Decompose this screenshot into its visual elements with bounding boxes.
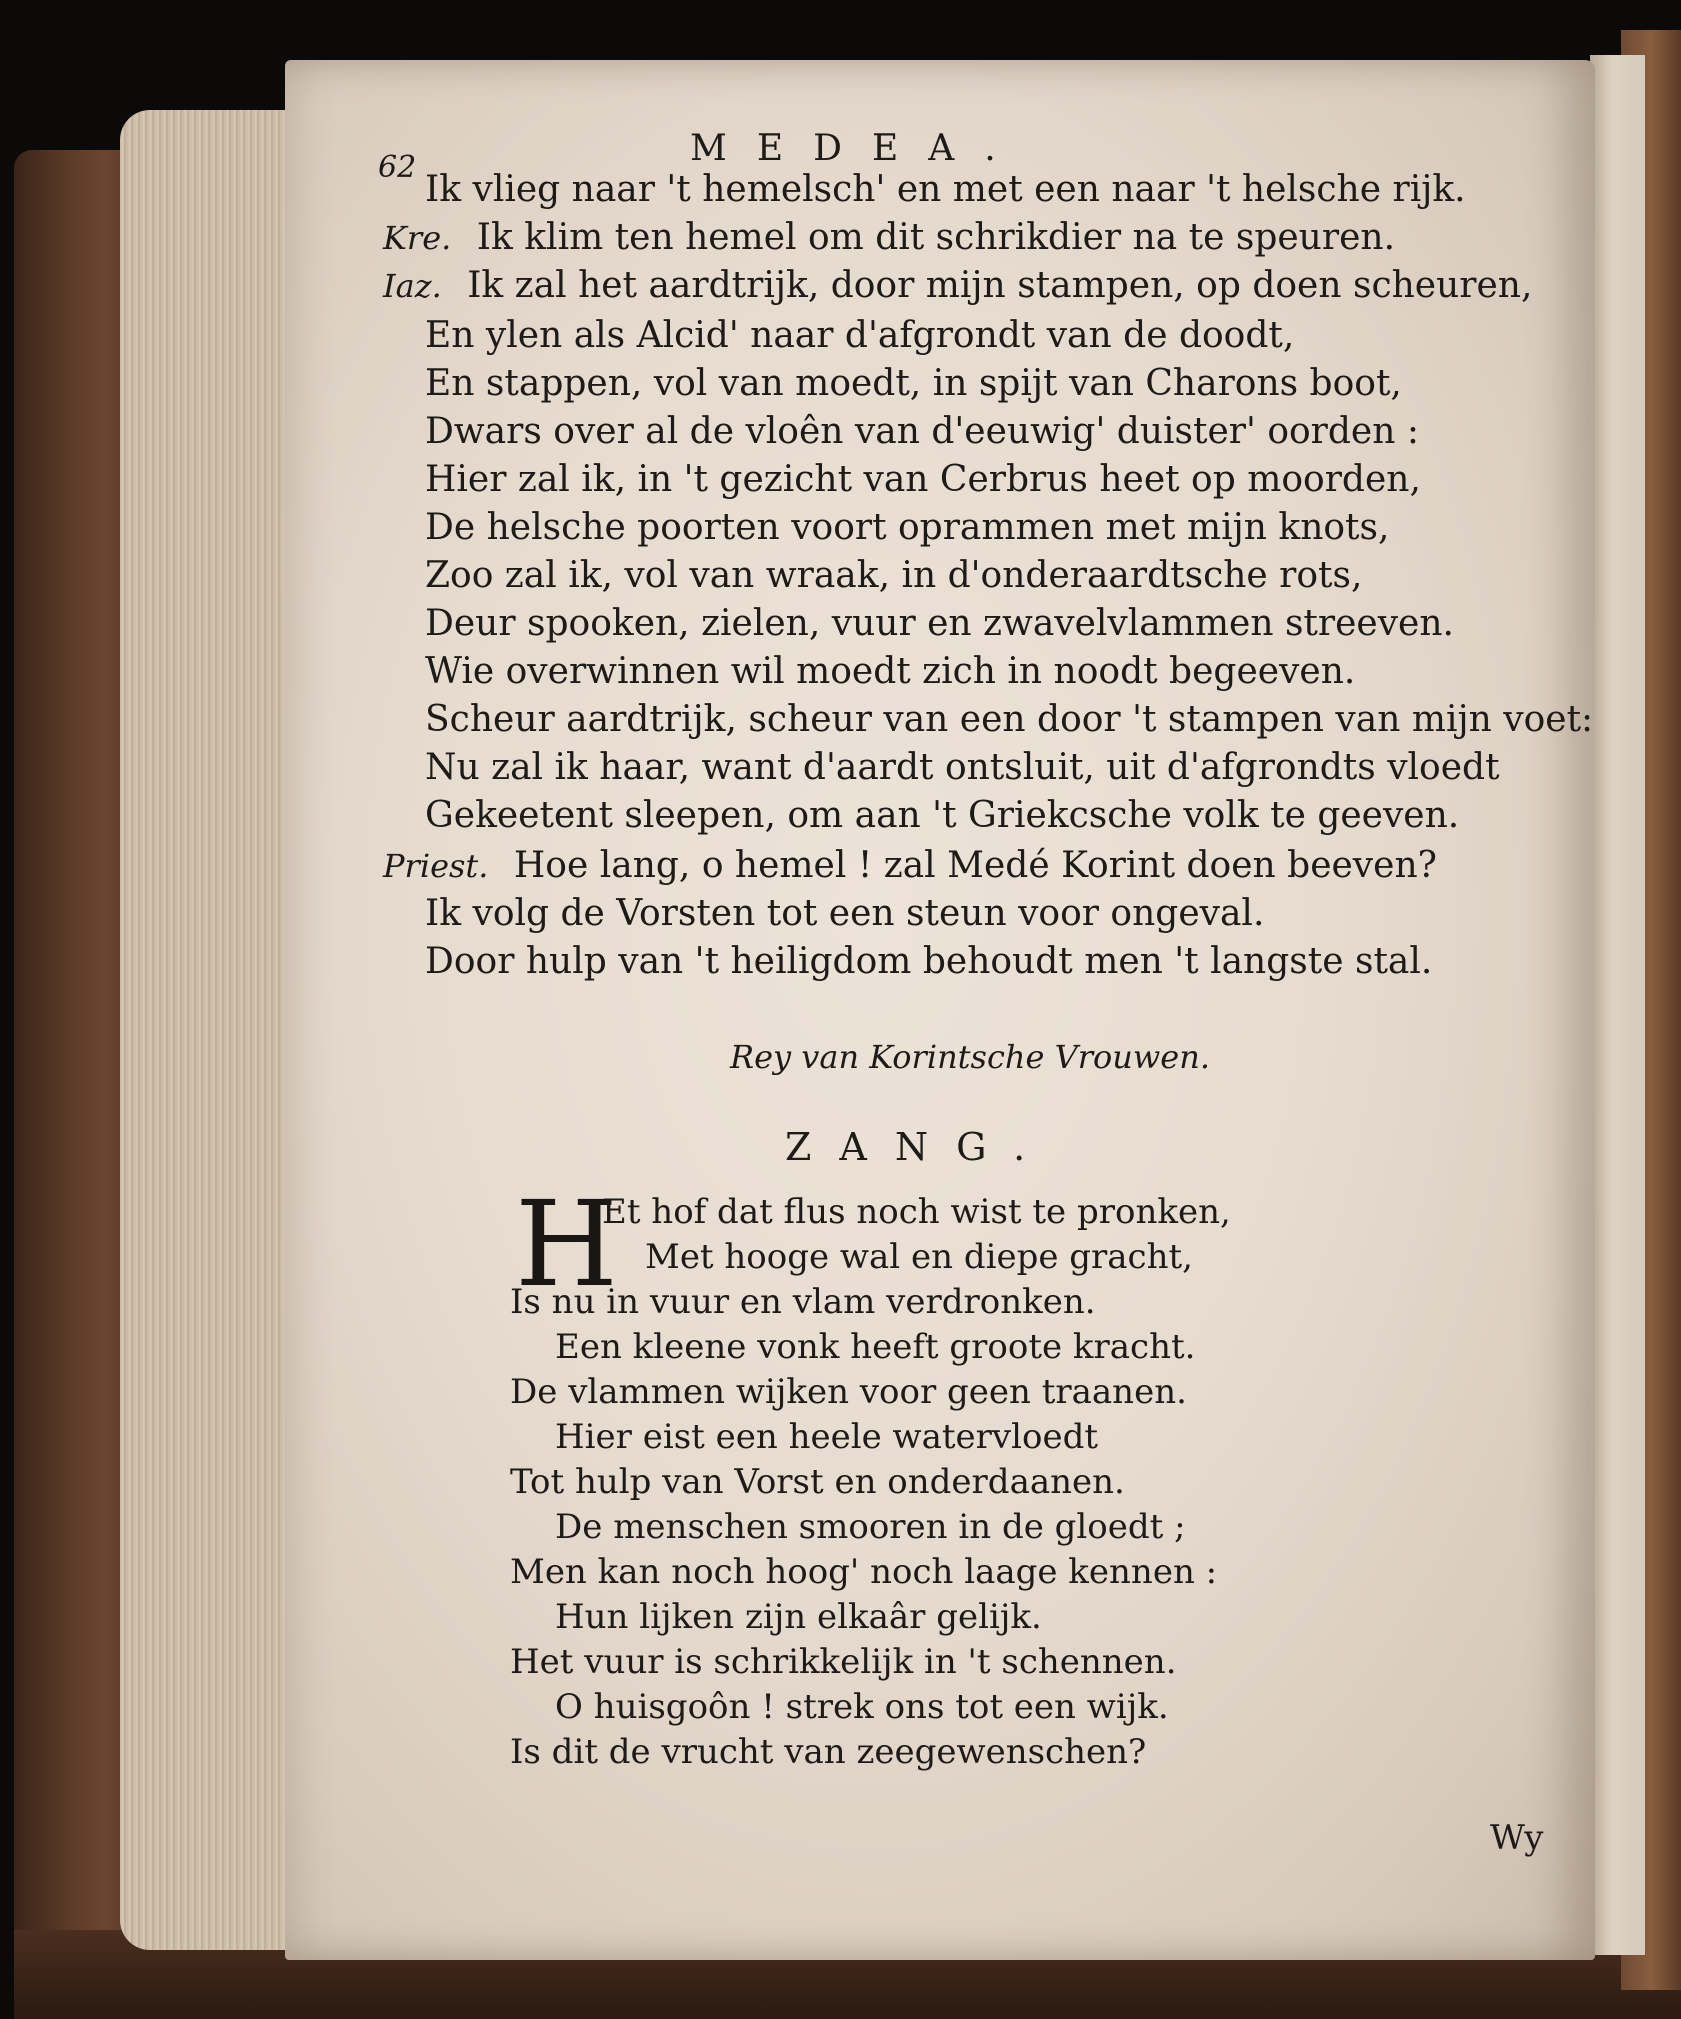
speech-text: Deur spooken, zielen, vuur en zwavelvlammen streeven. [425,603,1454,644]
speech-text: En stappen, vol van moedt, in spijt van Charons boot, [425,363,1402,404]
speech-text: Ik zal het aardtrijk, door mijn stampen, op doen scheuren, [467,265,1533,306]
song-line: Tot hulp van Vorst en onderdaanen. [510,1462,1125,1502]
speech-text: Gekeetent sleepen, om aan 't Griekcsche volk te geeven. [425,795,1460,836]
song-line: Het vuur is schrikkelijk in 't schennen. [510,1642,1177,1682]
running-head: MEDEA. [690,128,1026,169]
song-line: Hier eist een heele watervloedt [555,1417,1099,1457]
song-line: Is nu in vuur en vlam verdronken. [510,1282,1096,1322]
speech-text: Ik klim ten hemel om dit schrikdier na te speuren. [476,217,1396,258]
facing-page [1590,55,1645,1955]
song-line: Et hof dat flus noch wist te pronken, [602,1192,1231,1232]
speech-line [425,699,1594,740]
song-line: De menschen smooren in de gloedt ; [555,1507,1186,1547]
speech-line [425,747,1500,788]
speech-text: Door hulp van 't heiligdom behoudt men 't langste stal. [425,941,1433,982]
speech-line [425,603,1454,644]
speaker-label: Iaz. [383,267,442,305]
speech-line [383,845,1437,886]
speech-text: Hoe lang, o hemel ! zal Medé Korint doen beeven? [513,845,1437,886]
speech-line [425,363,1402,404]
song-line: Hun lijken zijn elkaâr gelijk. [555,1597,1042,1637]
speech-text: Dwars over al de vloên van d'eeuwig' duister' oorden : [425,411,1419,452]
chorus-heading: Rey van Korintsche Vrouwen. [730,1038,1210,1076]
speech-text: En ylen als Alcid' naar d'afgrondt van de doodt, [425,315,1295,356]
song-line: De vlammen wijken voor geen traanen. [510,1372,1187,1412]
speaker-label: Priest. [383,847,489,885]
song-line: Is dit de vrucht van zeegewenschen? [510,1732,1147,1772]
speech-text: Zoo zal ik, vol van wraak, in d'onderaardtsche rots, [425,555,1363,596]
speech-line [425,893,1265,934]
speech-text: Scheur aardtrijk, scheur van een door 't stampen van mijn voet: [425,699,1594,740]
speech-text: Ik vlieg naar 't hemelsch' en met een naar 't helsche rijk. [425,169,1466,210]
page-edges [120,110,300,1950]
song-line: Een kleene vonk heeft groote kracht. [555,1327,1196,1367]
song-line: Men kan noch hoog' noch laage kennen : [510,1552,1218,1592]
speech-text: Wie overwinnen wil moedt zich in noodt begeeven. [425,651,1356,692]
speech-text: De helsche poorten voort oprammen met mijn knots, [425,507,1390,548]
speech-line [425,651,1356,692]
drop-cap: H [515,1175,618,1313]
song-title: ZANG. [785,1125,1054,1169]
catchword: Wy [1490,1818,1544,1858]
speech-line [383,217,1396,258]
speech-text: Ik volg de Vorsten tot een steun voor ongeval. [425,893,1265,934]
speech-line [383,265,1533,306]
speech-text: Hier zal ik, in 't gezicht van Cerbrus heet op moorden, [425,459,1421,500]
speech-line [425,315,1295,356]
speech-line [425,411,1419,452]
page-number: 62 [378,150,417,185]
speech-line [425,941,1433,982]
song-line: Met hooge wal en diepe gracht, [645,1237,1193,1277]
speaker-label: Kre. [383,219,452,257]
speech-line [425,169,1466,210]
speech-line [425,555,1363,596]
song-line: O huisgoôn ! strek ons tot een wijk. [555,1687,1169,1727]
speech-line [425,459,1421,500]
speech-text: Nu zal ik haar, want d'aardt ontsluit, uit d'afgrondts vloedt [425,747,1500,788]
speech-line [425,507,1390,548]
speech-line [425,795,1460,836]
